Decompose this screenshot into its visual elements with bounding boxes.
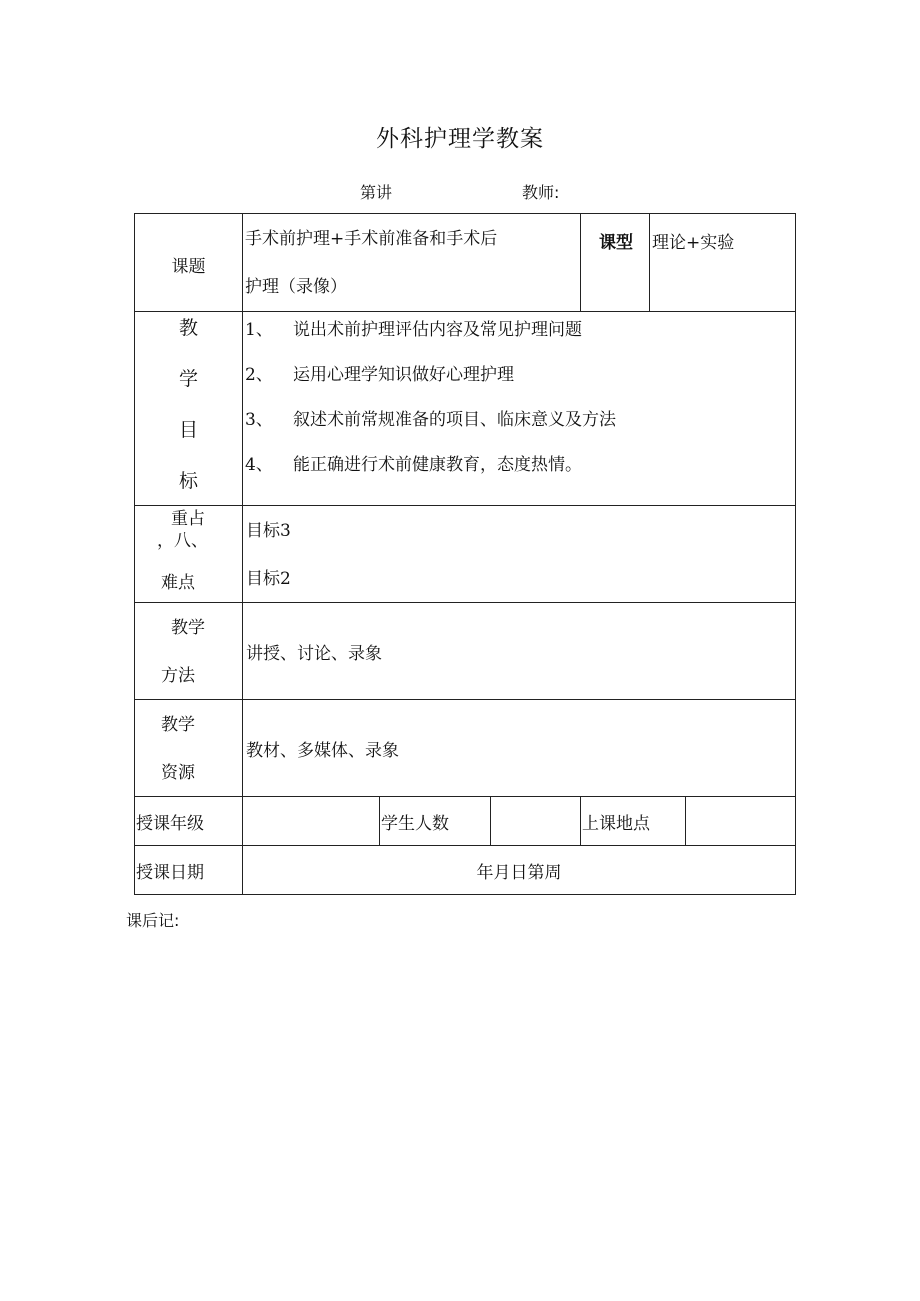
objective-number: 3、 [245,410,273,430]
resources-label-line2: 资源 [161,763,195,783]
objective-item [243,357,795,402]
type-value-cell [650,214,796,312]
objectives-row [135,312,796,506]
objective-number: 1、 [245,320,273,340]
objective-text: 叙述术前常规准备的项目、临床意义及方法 [293,410,616,430]
teacher-label: 教师: [522,183,560,202]
objectives-label-char-3: 目 [178,419,198,441]
resources-label-cell [135,700,243,797]
location-label-cell [581,797,686,846]
key-points-label-cell [135,506,243,603]
objective-number: 4、 [245,455,273,475]
method-label-line2: 方法 [161,666,195,686]
date-value-cell [243,846,796,895]
objectives-label-char-2: 学 [178,368,198,390]
objectives-value-cell [243,312,796,506]
resources-value: 教材、多媒体、录象 [246,740,399,761]
topic-value-line1: 手术前护理+手术前准备和手术后 [245,229,498,249]
objectives-label-cell [135,312,243,506]
date-label-cell [135,846,243,895]
location-label: 上课地点 [582,813,651,834]
topic-row [135,214,796,312]
objective-item [243,402,795,447]
location-value-cell [686,797,796,846]
after-class-note-label: 课后记: [126,911,180,930]
objective-text: 说出术前护理评估内容及常见护理问题 [293,320,582,340]
key-points-label-line3: 难点 [161,573,195,593]
key-points-value-line2: 目标2 [246,569,291,589]
grade-row [135,797,796,846]
document-title: 外科护理学教案 [376,126,544,152]
key-points-label-line1: 重占 [171,509,205,529]
resources-value-cell [243,700,796,797]
grade-label: 授课年级 [136,813,204,834]
method-value-cell [243,603,796,700]
method-row [135,603,796,700]
objective-text: 能正确进行术前健康教育，态度热情。 [293,455,582,475]
resources-row [135,700,796,797]
lesson-plan-table [134,213,796,895]
topic-value-line2: 护理（录像） [245,277,347,297]
date-label: 授课日期 [136,862,204,883]
type-label: 课型 [599,233,634,253]
resources-label-line1: 教学 [161,715,195,735]
students-value-cell [491,797,581,846]
objective-number: 2、 [245,365,273,385]
objective-text: 运用心理学知识做好心理护理 [293,365,514,385]
type-label-cell [581,214,650,312]
key-points-value-cell [243,506,796,603]
key-points-value-line1: 目标3 [246,521,291,541]
topic-label: 课题 [171,257,206,277]
objective-item [243,447,795,492]
objectives-label-char-1: 教 [178,317,198,339]
grade-value-cell [243,797,380,846]
objectives-label-char-4: 标 [178,470,198,492]
method-value: 讲授、讨论、录象 [246,643,382,664]
objective-item [243,312,795,357]
topic-value-cell [243,214,581,312]
lecture-label: 第讲 [360,183,393,202]
date-row [135,846,796,895]
type-value: 理论+实验 [652,233,735,253]
method-label-line1: 教学 [171,618,205,638]
method-label-cell [135,603,243,700]
topic-label-cell [135,214,243,312]
date-value: 年月日第周 [476,862,562,883]
grade-label-cell [135,797,243,846]
key-points-row [135,506,796,603]
key-points-label-line2: ，八、 [157,531,208,551]
students-label-cell [380,797,491,846]
students-label: 学生人数 [381,813,449,834]
